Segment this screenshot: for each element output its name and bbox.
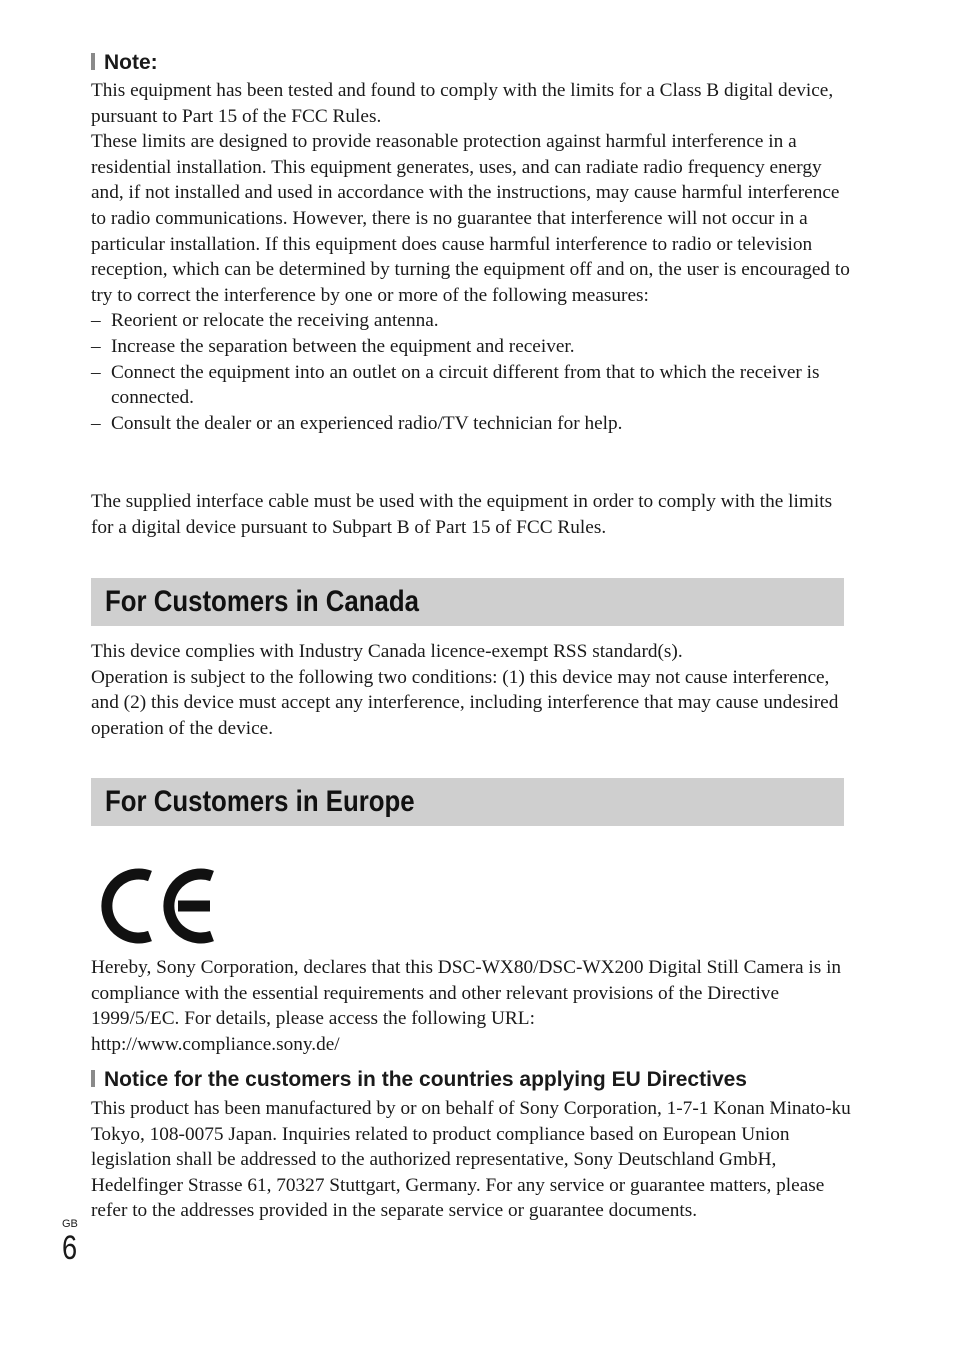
list-item [91, 411, 851, 437]
measures-list [91, 308, 851, 436]
note-paragraph-2: These limits are designed to provide reasonable protection against harmful interference in a residential installation. This equipment generates, uses, and can radiate radio frequency energy and, if not installed and used in accordance with the instructions, may cause harmful interference to radio communications. However, there is no guarantee that interference will not occur in a particular installation. If this equipment does cause harmful interference to radio or television reception, which can be determined by turning the equipment off and on, the user is encouraged to try to correct the interference by one or more of the following measures: [91, 131, 850, 306]
list-item [91, 360, 851, 411]
eu-notice-heading [91, 1068, 747, 1092]
ce-mark-logo [98, 862, 218, 950]
canada-paragraph-2: Operation is subject to the following two conditions: (1) this device may not cause interference, and (2) this device must accept any interference, including interference that may cause undesired operation of the device. [91, 666, 839, 739]
cable-statement: The supplied interface cable must be used with the equipment in order to comply with the limits for a digital device pursuant to Subpart B of Part 15 of FCC Rules. [91, 491, 833, 538]
list-item [91, 308, 851, 334]
canada-section-header [91, 578, 844, 626]
heading-bar-marker [91, 1070, 95, 1087]
europe-section-header [91, 778, 844, 826]
measure-text: Consult the dealer or an experienced radio/TV technician for help. [111, 412, 623, 434]
canada-section-title: For Customers in Canada [105, 585, 419, 618]
eu-notice-body [91, 1096, 851, 1224]
eu-notice-text: This product has been manufactured by or on behalf of Sony Corporation, 1-7-1 Konan Minato-ku Tokyo, 108-0075 Japan. Inquiries related to product compliance based on European Union legislation shall be addressed to the authorized representative, Sony Deutschland GmbH, Hedelfinger Strasse 61, 70327 Stuttgart, Germany. For any service or guarantee matters, please refer to the addresses provided in the separate service or guarantee documents. [91, 1098, 851, 1222]
canada-paragraph-1: This device complies with Industry Canada licence-exempt RSS standard(s). [91, 641, 683, 662]
compliance-url: http://www.compliance.sony.de/ [91, 1033, 340, 1055]
page-marker [62, 1218, 86, 1266]
note-body [91, 78, 851, 436]
measure-text: Connect the equipment into an outlet on a circuit different from that to which the receiver is connected. [111, 361, 820, 409]
region-code: GB [62, 1218, 78, 1230]
note-paragraph-1: This equipment has been tested and found to comply with the limits for a Class B digital device, pursuant to Part 15 of the FCC Rules. [91, 80, 834, 127]
dash-bullet: – [91, 310, 101, 332]
canada-body [91, 639, 851, 741]
dash-bullet: – [91, 361, 101, 383]
eu-notice-heading-label: Notice for the customers in the countries applying EU Directives [104, 1068, 747, 1091]
measure-text: Increase the separation between the equipment and receiver. [111, 335, 575, 357]
dash-bullet: – [91, 335, 101, 357]
list-item [91, 334, 851, 360]
heading-bar-marker [91, 53, 95, 70]
europe-section-title: For Customers in Europe [105, 785, 415, 818]
europe-body [91, 955, 851, 1057]
page-number: 6 [62, 1229, 78, 1267]
note-paragraph-3 [91, 489, 851, 540]
dash-bullet: – [91, 412, 101, 434]
declaration-text: Hereby, Sony Corporation, declares that this DSC-WX80/DSC-WX200 Digital Still Camera is in compliance with the essential requirements and other relevant provisions of the Directive 1999/5/EC. For details, please access the following URL: [91, 957, 842, 1030]
note-heading [91, 51, 158, 75]
note-heading-label: Note: [104, 51, 158, 74]
measure-text: Reorient or relocate the receiving antenna. [111, 310, 439, 332]
